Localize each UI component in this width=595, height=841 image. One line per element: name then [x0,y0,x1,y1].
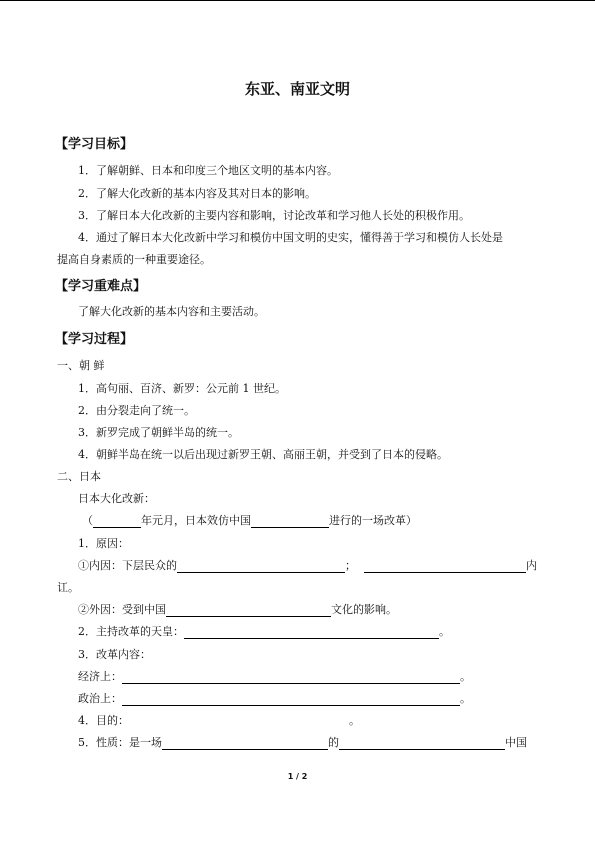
nature-mid: 的 [328,736,339,749]
korea-item-1: 1．高句丽、百济、新罗：公元前 1 世纪。 [78,382,286,395]
objective-item-3: 3．了解日本大化改新的主要内容和影响，讨论改革和学习他人长处的积极作用。 [78,209,470,222]
emperor-line [78,625,450,639]
emperor-blank[interactable] [184,626,439,639]
internal-label: ①内因：下层民众的 [78,559,177,572]
korea-item-3: 3．新罗完成了朝鲜半岛的统一。 [78,426,239,439]
top-border-line [0,0,595,1]
internal-tail: 内 [526,559,537,572]
external-tail: 文化的影响。 [331,603,397,616]
korea-item-2: 2．由分裂走向了统一。 [78,404,195,417]
economy-blank[interactable] [122,671,460,684]
internal-wrap: 讧。 [57,581,79,594]
external-label: ②外因：受到中国 [78,603,166,616]
politics-blank[interactable] [122,693,460,706]
paren-mid-2: 进行的一场改革） [329,514,417,527]
nature-line [78,736,527,750]
nature-tail: 中国 [505,736,527,749]
emperor-label: 2．主持改革的天皇： [78,625,184,638]
nature-label: 5．性质：是一场 [78,736,162,749]
keypoints-heading: 【学习重难点】 [55,279,147,294]
politics-label: 政治上： [78,692,122,705]
page-number: 1 / 2 [287,772,308,781]
reform-intro-line [82,514,417,528]
emperor-end: 。 [439,625,450,638]
korea-heading: 一、朝 鲜 [57,359,105,372]
purpose-line [78,714,360,728]
nature-blank-2[interactable] [339,737,505,750]
objectives-heading: 【学习目标】 [55,137,134,152]
internal-blank-1[interactable] [177,560,345,573]
imitation-blank[interactable] [251,515,329,528]
process-heading: 【学习过程】 [55,332,134,347]
nature-blank-1[interactable] [162,737,328,750]
keypoints-text: 了解大化改新的基本内容和主要活动。 [78,305,265,318]
paren-open: （ [82,514,93,527]
reform-title: 日本大化改新： [78,492,155,505]
japan-heading: 二、日本 [57,470,101,483]
politics-line [78,692,471,706]
objective-item-4-continued: 提高自身素质的一种重要途径。 [57,253,211,266]
objective-item-2: 2．了解大化改新的基本内容及其对日本的影响。 [78,187,316,200]
economy-end: 。 [460,670,471,683]
external-blank[interactable] [166,604,331,617]
politics-end: 。 [460,692,471,705]
external-cause-line [78,603,397,617]
economy-label: 经济上： [78,670,122,683]
year-blank[interactable] [93,515,141,528]
internal-cause-line [78,559,537,573]
objective-item-4: 4．通过了解日本大化改新中学习和模仿中国文明的史实，懂得善于学习和模仿人长处是 [78,231,503,244]
cause-heading: 1．原因： [78,537,129,550]
content-heading: 3．改革内容： [78,648,151,661]
objective-item-1: 1．了解朝鲜、日本和印度三个地区文明的基本内容。 [78,164,338,177]
internal-blank-2[interactable] [364,560,526,573]
purpose-end: 。 [349,714,360,727]
purpose-label: 4．目的： [78,714,129,727]
economy-line [78,670,471,684]
paren-mid-1: 年元月，日本效仿中国 [141,514,251,527]
internal-separator: ； [345,559,356,572]
korea-item-4: 4．朝鲜半岛在统一以后出现过新罗王朝、高丽王朝，并受到了日本的侵略。 [78,448,448,461]
page-title: 东亚、南亚文明 [244,80,350,98]
